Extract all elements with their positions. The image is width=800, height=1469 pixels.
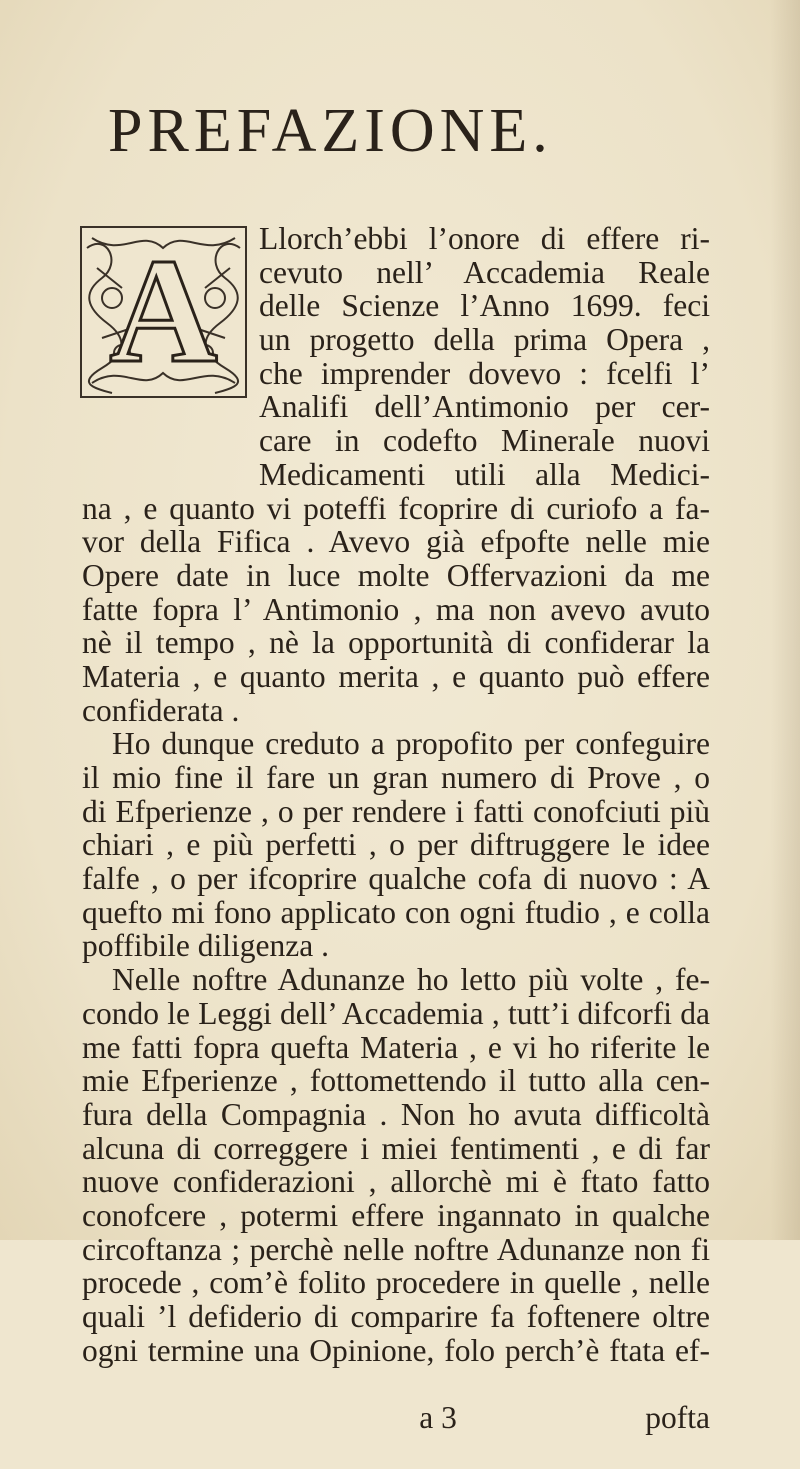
text-line: Analifi dell’Antimonio per cer- (259, 389, 710, 425)
text-line: care in codefto Minerale nuovi (259, 423, 710, 459)
initial-letter: A (109, 228, 218, 394)
text-line: falfe , o per ifcoprire qualche cofa di nuovo : A (82, 861, 710, 897)
text-line: fura della Compagnia . Non ho avuta difficoltà (82, 1096, 710, 1132)
text-line: Llorch’ebbi l’onore di effere ri- (259, 221, 710, 256)
text-line: il mio fine il fare un gran numero di Prove , o (82, 760, 710, 795)
text-line: procede , com’è folito procedere in quelle , nelle (82, 1265, 710, 1301)
text-line: circoftanza ; perchè nelle noftre Adunanze non fi (82, 1231, 710, 1267)
text-line: vor della Fifica . Avevo già efpofte nelle mie (82, 524, 710, 560)
text-line: un progetto della prima Opera , (259, 322, 710, 358)
text-line: che imprender dovevo : fcelfi l’ (259, 355, 710, 391)
text-line: condo le Leggi dell’ Accademia , tutt’i difcorfi da (82, 995, 710, 1031)
text-line: quefto mi fono applicato con ogni ftudio , e colla (82, 894, 710, 930)
text-line: nè il tempo , nè la opportunità di confiderar la (82, 625, 710, 661)
catchword: pofta (645, 1400, 710, 1436)
text-line: delle Scienze l’Anno 1699. feci (259, 288, 710, 324)
text-line: conofcere , potermi effere ingannato in qualche (82, 1197, 710, 1233)
text-line: mie Efperienze , fottomettendo il tutto alla cen- (82, 1063, 710, 1099)
text-line: fatte fopra l’ Antimonio , ma non avevo avuto (82, 591, 710, 627)
text-line: ogni termine una Opinione, folo perch’è ftata ef- (82, 1332, 710, 1368)
text-line: Opere date in luce molte Offervazioni da me (82, 557, 710, 593)
text-line: Medicamenti utili alla Medici- (259, 456, 710, 492)
paragraph-start: Nelle noftre Adunanze ho letto più volte , fe- (112, 962, 710, 998)
text-line: na , e quanto vi poteffi fcoprire di curiofo a fa- (82, 490, 710, 526)
page-title: PREFAZIONE. (108, 97, 553, 165)
text-line: confiderata . (82, 692, 240, 728)
text-line: nuove confiderazioni , allorchè mi è ftato fatto (82, 1164, 710, 1200)
text-line: quali ’l defiderio di comparire fa foftenere oltre (82, 1299, 710, 1334)
text-line: me fatti fopra quefta Materia , e vi ho riferite le (82, 1029, 710, 1065)
text-line: di Efperienze , o per rendere i fatti conofciuti più (82, 793, 710, 829)
page-footer-line (82, 1367, 710, 1436)
page-edge-shadow (770, 0, 800, 1240)
text-line: poffibile diligenza . (82, 928, 329, 964)
text-line: cevuto nell’ Accademia Reale (259, 254, 710, 290)
text-line: chiari , e più perfetti , o per diftruggere le idee (82, 827, 710, 863)
paragraph-start: Ho dunque creduto a propofito per confeguire (112, 726, 710, 762)
text-line: alcuna di correggere i miei fentimenti , e di far (82, 1130, 710, 1166)
text-line: Materia , e quanto merita , e quanto può effere (82, 658, 710, 694)
body-text (82, 221, 710, 1436)
signature-mark: a 3 (419, 1400, 457, 1436)
